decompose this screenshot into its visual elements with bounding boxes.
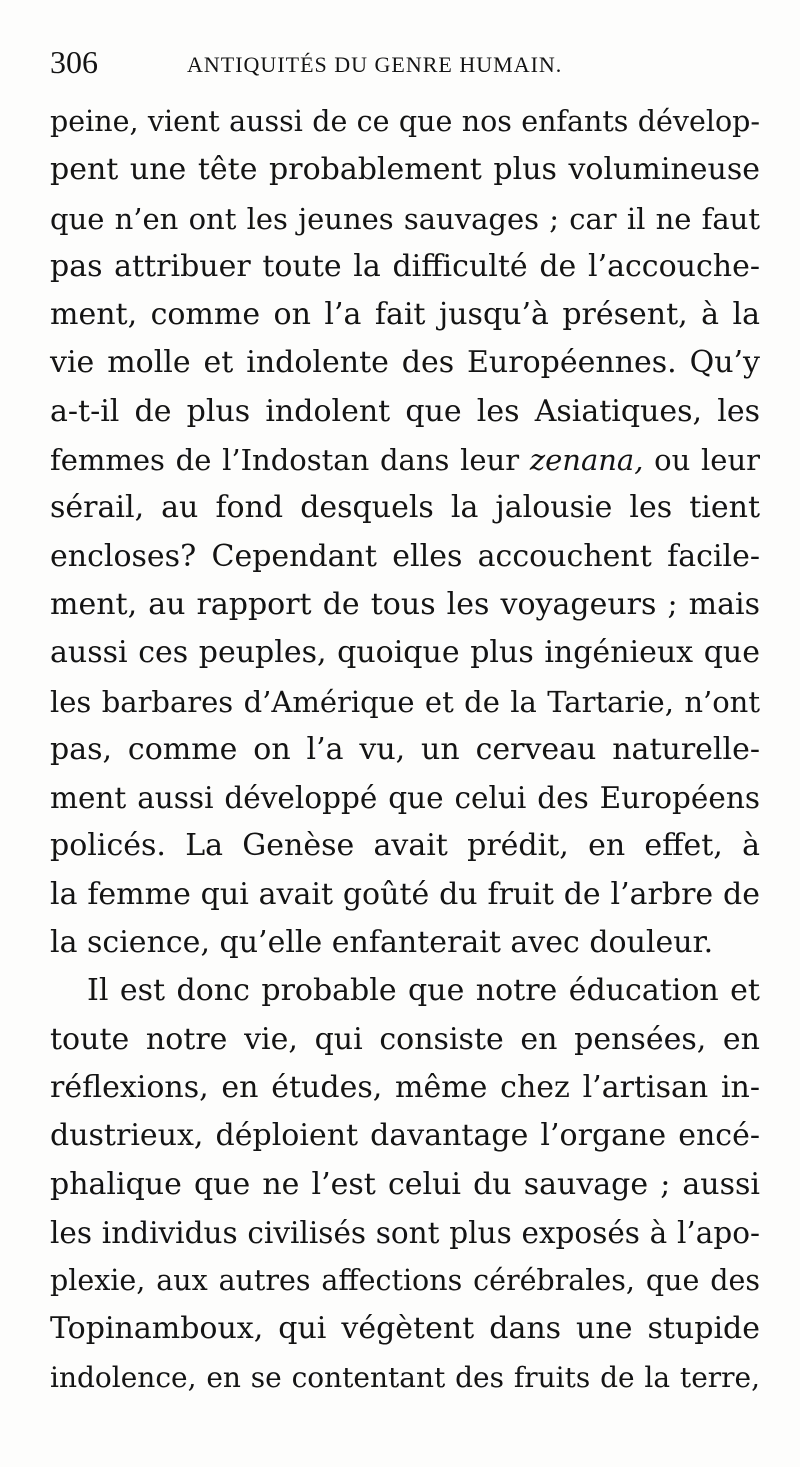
text-line: policés. La Genèse avait prédit, en effet, à <box>50 828 760 864</box>
text-line: encloses? Cependant elles accouchent facile- <box>50 538 760 574</box>
text-line: réflexions, en études, même chez l’artisan in- <box>50 1069 760 1105</box>
text-line: la femme qui avait goûté du fruit de l’arbre de <box>50 876 760 912</box>
running-title: ANTIQUITÉS DU GENRE HUMAIN. <box>187 52 563 77</box>
italic-term-zenana: zenana, <box>529 443 644 478</box>
paragraph-end-line: la science, qu’elle enfanterait avec douleur. <box>50 925 714 961</box>
text-line: a-t-il de plus indolent que les Asiatiques, les <box>50 393 760 429</box>
text-line: peine, vient aussi de ce que nos enfants dévelop- <box>50 105 760 138</box>
text-line: que n’en ont les jeunes sauvages ; car il ne faut <box>50 201 760 236</box>
text-line: ment aussi développé que celui des Européens <box>50 781 760 816</box>
text-line: indolence, en se contentant des fruits de la terre, <box>50 1360 760 1394</box>
text-line: plexie, aux autres affections cérébrales, que des <box>50 1264 760 1298</box>
text-run: ou leur <box>643 443 760 478</box>
text-line: phalique que ne l’est celui du sauvage ; aussi <box>50 1166 760 1202</box>
text-line: les barbares d’Amérique et de la Tartarie, n’ont <box>50 684 760 719</box>
text-line: toute notre vie, qui consiste en pensées, en <box>50 1021 760 1057</box>
text-line <box>50 436 760 484</box>
text-line: vie molle et indolente des Européennes. Qu’y <box>50 345 760 381</box>
text-run: femmes de l’Indostan dans leur <box>50 443 530 478</box>
text-line: sérail, au fond desquels la jalousie les tient <box>50 490 760 526</box>
text-line: pas, comme on l’a vu, un cerveau naturelle- <box>50 731 760 767</box>
text-line: ment, au rapport de tous les voyageurs ; mais <box>50 586 760 622</box>
body-text <box>50 98 760 1402</box>
text-line: pas attribuer toute la difficulté de l’accouche- <box>50 248 760 284</box>
text-line: dustrieux, déploient davantage l’organe encé- <box>50 1118 760 1154</box>
text-line: les individus civilisés sont plus exposés à l’apo- <box>50 1215 760 1250</box>
text-line: Topinamboux, qui végètent dans une stupide <box>50 1311 760 1347</box>
text-line: pent une tête probablement plus volumineuse <box>50 152 760 188</box>
page-number: 306 <box>50 44 98 80</box>
running-head <box>50 42 770 86</box>
text-line: ment, comme on l’a fait jusqu’à présent, à la <box>50 297 760 333</box>
text-line: aussi ces peuples, quoique plus ingénieux que <box>50 635 760 671</box>
paragraph-start-line: Il est donc probable que notre éducation et <box>87 973 760 1009</box>
